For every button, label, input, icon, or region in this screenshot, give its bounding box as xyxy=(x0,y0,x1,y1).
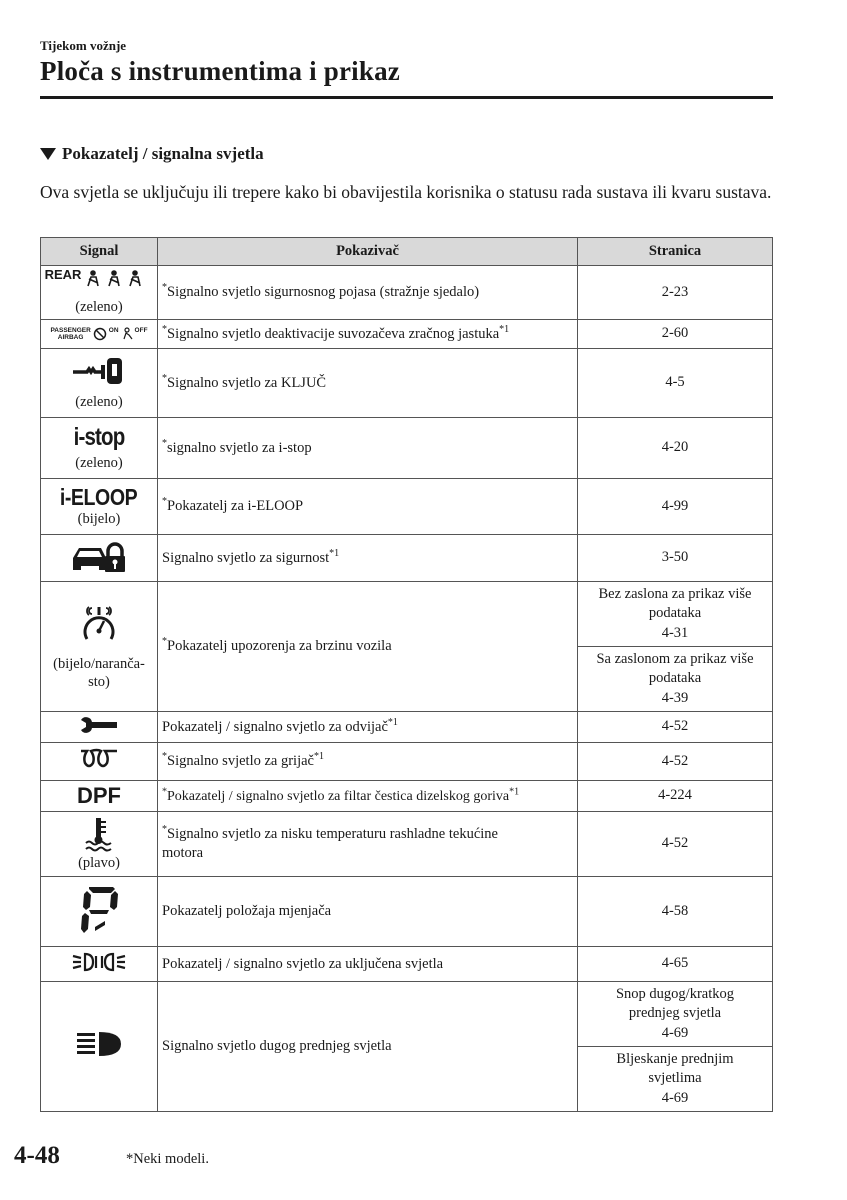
indicator-cell: *Signalno svjetlo sigurnosnog pojasa (stražnje sjedalo) xyxy=(158,266,578,320)
indicator-cell: *Pokazatelj za i-ELOOP xyxy=(158,479,578,535)
page-cell: Bljeskanje prednjim svjetlima 4-69 xyxy=(578,1047,773,1112)
table-row xyxy=(41,266,773,320)
subsection-title: Pokazatelj / signalna svjetla xyxy=(62,144,264,163)
page-cell: 4-52 xyxy=(578,712,773,743)
i-eloop-icon: i-ELOOP xyxy=(60,483,138,510)
page-cell: 3-50 xyxy=(578,535,773,582)
page-cell: 4-99 xyxy=(578,479,773,535)
signal-cell xyxy=(41,349,158,418)
signal-color-caption: (zeleno) xyxy=(75,394,123,410)
page-cell: 4-52 xyxy=(578,743,773,781)
table-row xyxy=(41,781,773,812)
signal-cell xyxy=(41,266,158,320)
indicator-cell: Pokazatelj / signalno svjetlo za odvijač$^{*1}$ xyxy=(158,712,578,743)
signal-cell xyxy=(41,479,158,535)
header-indicator: Pokazivač xyxy=(158,238,578,266)
indicator-cell: Signalno svjetlo za sigurnost$^{*1}$ xyxy=(158,535,578,582)
table-header-row xyxy=(41,238,773,266)
speed-warning-icon xyxy=(81,603,117,643)
page-cell: Bez zaslona za prikaz više podataka 4-31 xyxy=(578,582,773,647)
page-cell: 4-52 xyxy=(578,812,773,877)
shift-position-icon xyxy=(79,883,119,935)
title-divider xyxy=(40,96,773,99)
low-coolant-temp-icon xyxy=(84,816,114,852)
indicator-cell: Signalno svjetlo dugog prednjeg svjetla xyxy=(158,982,578,1112)
high-beam-icon xyxy=(75,1030,123,1058)
table-row xyxy=(41,582,773,647)
table-row xyxy=(41,877,773,947)
signal-cell xyxy=(41,712,158,743)
indicator-cell: *signalno svjetlo za i-stop xyxy=(158,418,578,479)
footnote: *Neki modeli. xyxy=(126,1151,209,1167)
signal-cell xyxy=(41,582,158,712)
glow-plug-icon xyxy=(79,747,119,771)
page-cell: Sa zaslonom za prikaz više podataka 4-39 xyxy=(578,647,773,712)
header-page: Stranica xyxy=(578,238,773,266)
signal-color-caption: (bijelo/naranča- xyxy=(53,655,145,672)
page-cell: Snop dugog/kratkog prednjeg svjetla 4-69 xyxy=(578,982,773,1047)
page-title: Ploča s instrumentima i prikaz xyxy=(40,56,400,86)
table-row xyxy=(41,982,773,1047)
signal-cell xyxy=(41,947,158,982)
signal-color-caption: (plavo) xyxy=(78,855,120,871)
signal-cell xyxy=(41,982,158,1112)
signal-cell xyxy=(41,781,158,812)
page-cell: 4-65 xyxy=(578,947,773,982)
page-cell: 4-5 xyxy=(578,349,773,418)
subsection-heading xyxy=(40,144,264,164)
table-row xyxy=(41,947,773,982)
table-row xyxy=(41,479,773,535)
indicator-cell: Pokazatelj / signalno svjetlo za uključena svjetla xyxy=(158,947,578,982)
signal-cell xyxy=(41,535,158,582)
header-signal: Signal xyxy=(41,238,158,266)
table-row xyxy=(41,743,773,781)
page-cell: 2-23 xyxy=(578,266,773,320)
signal-color-caption: (bijelo) xyxy=(77,510,121,527)
indicator-cell: *Signalno svjetlo deaktivacije suvozačeva zračnog jastuka$^{*1}$ xyxy=(158,320,578,349)
lights-on-icon xyxy=(71,951,127,973)
signal-cell xyxy=(41,418,158,479)
indicator-cell: *Pokazatelj / signalno svjetlo za filtar čestica dizelskog goriva$^{*1}$ xyxy=(158,781,578,812)
page-cell: 4-20 xyxy=(578,418,773,479)
triangle-bullet-icon xyxy=(40,148,56,160)
security-car-lock-icon xyxy=(71,542,127,574)
table-row xyxy=(41,712,773,743)
table-row xyxy=(41,349,773,418)
key-icon xyxy=(71,355,127,385)
signal-color-caption: (zeleno) xyxy=(75,454,123,471)
section-label: Tijekom vožnje xyxy=(40,38,127,53)
passenger-airbag-icon: PASSENGER AIRBAG ON OFF xyxy=(50,327,148,341)
page-cell: 2-60 xyxy=(578,320,773,349)
indicator-cell: *Pokazatelj upozorenja za brzinu vozila xyxy=(158,582,578,712)
indicator-cell: *Signalno svjetlo za nisku temperaturu rashladne tekućine motora xyxy=(158,812,578,877)
page-number: 4-48 xyxy=(14,1142,60,1169)
page-cell: 4-224 xyxy=(578,781,773,812)
indicator-cell: Pokazatelj položaja mjenjača xyxy=(158,877,578,947)
table-row xyxy=(41,320,773,349)
i-stop-icon: i-stop xyxy=(73,422,125,451)
indicator-cell: *Signalno svjetlo za grijač$^{*1}$ xyxy=(158,743,578,781)
signal-cell xyxy=(41,812,158,877)
intro-paragraph: Ova svjetla se uključuju ili trepere kako bi obavijestila korisnika o statusu rada sustava ili kvaru sustava. xyxy=(40,182,772,202)
rear-seatbelt-icon: REAR xyxy=(45,270,148,288)
signal-color-caption: (zeleno) xyxy=(75,298,123,315)
dpf-icon: DPF xyxy=(77,782,121,808)
signal-cell xyxy=(41,320,158,349)
page-cell: 4-58 xyxy=(578,877,773,947)
signal-cell xyxy=(41,743,158,781)
table-row xyxy=(41,535,773,582)
signal-cell xyxy=(41,877,158,947)
table-row xyxy=(41,812,773,877)
wrench-icon xyxy=(79,717,119,733)
indicator-table xyxy=(40,237,773,1112)
table-row xyxy=(41,418,773,479)
indicator-cell: *Signalno svjetlo za KLJUČ xyxy=(158,349,578,418)
signal-color-caption: sto) xyxy=(88,673,110,690)
